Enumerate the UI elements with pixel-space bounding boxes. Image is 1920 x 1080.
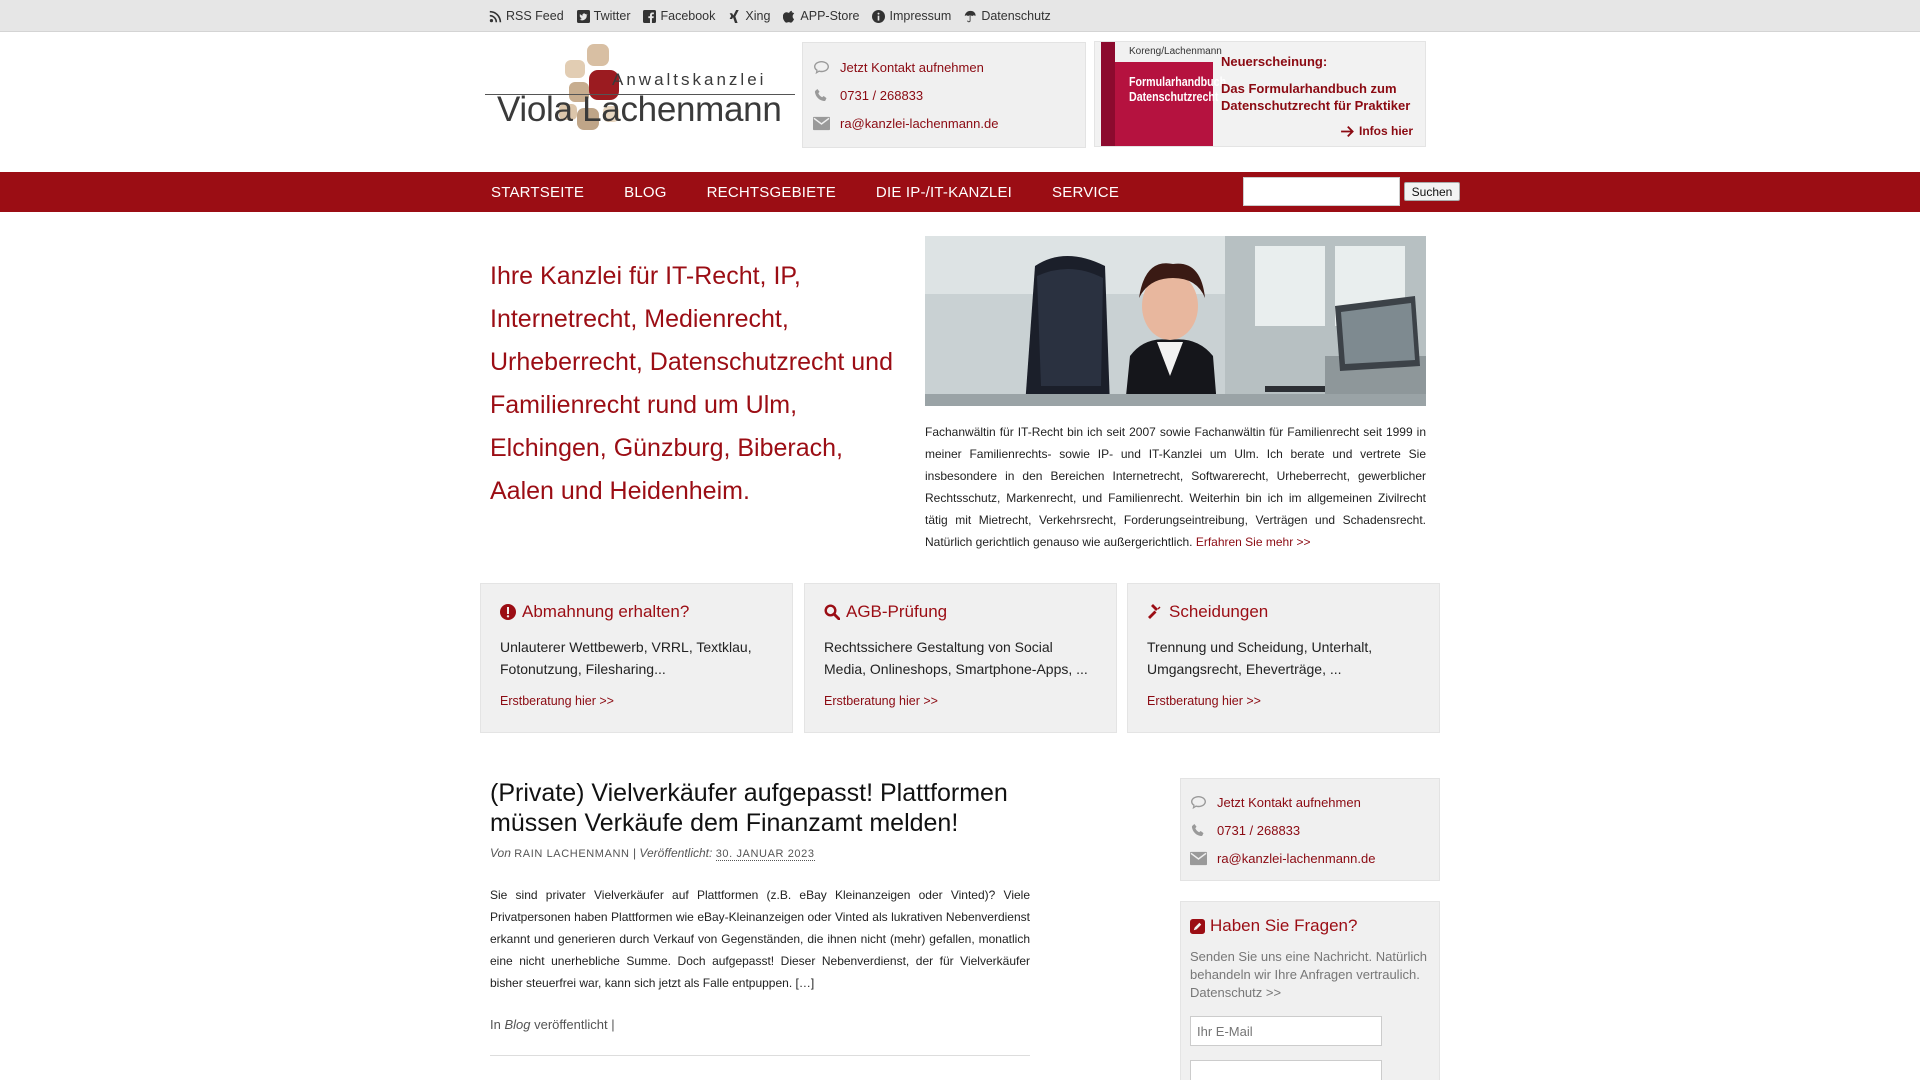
app-store-link[interactable] — [783, 9, 859, 23]
contact-now-link[interactable]: Jetzt Kontakt aufnehmen — [840, 59, 984, 75]
book-spine — [1101, 42, 1115, 147]
contact-email-link[interactable]: ra@kanzlei-lachenmann.de — [840, 115, 999, 131]
sidebar-contact-now-link[interactable]: Jetzt Kontakt aufnehmen — [1217, 794, 1361, 810]
book-authors: Koreng/Lachenmann — [1115, 42, 1213, 62]
datenschutz-label: Datenschutz — [981, 9, 1051, 23]
top-links — [489, 0, 1064, 32]
teaser-agb-pruefung — [804, 583, 1117, 733]
datenschutz-link[interactable] — [964, 9, 1050, 23]
hero-headline: Ihre Kanzlei für IT-Recht, IP, Internetrecht, Medienrecht, Urheberrecht, Datenschutzrecht und Familienrecht rund um Ulm, Elchingen, Günzburg, Biberach, Aalen und Heidenheim. — [490, 262, 893, 505]
app-store-label: APP-Store — [800, 9, 860, 23]
teaser-agb-link[interactable]: Erstberatung hier >> — [824, 694, 938, 708]
book-title — [1129, 74, 1226, 104]
facebook-link[interactable] — [643, 9, 715, 23]
apple-icon — [783, 10, 796, 23]
nav-items — [491, 172, 1159, 212]
teaser-scheidungen-text: Trennung und Scheidung, Unterhalt, Umgangsrecht, Eheverträge, ... — [1147, 639, 1373, 677]
xing-label: Xing — [745, 9, 771, 23]
nav-item-service[interactable]: SERVICE — [1052, 183, 1120, 201]
teaser-abmahnung-link[interactable]: Erstberatung hier >> — [500, 694, 614, 708]
teaser-agb-text: Rechtssichere Gestaltung von Social Media, Onlineshops, Smartphone-Apps, ... — [824, 639, 1088, 677]
rss-feed-link[interactable] — [489, 9, 564, 23]
article-byline — [490, 846, 815, 860]
arrow-right-icon — [1341, 126, 1354, 137]
teaser-agb-title: AGB-Prüfung — [846, 602, 948, 621]
book-cover-image — [1101, 42, 1227, 147]
twitter-icon — [577, 10, 590, 23]
xing-link[interactable] — [728, 9, 770, 23]
form-privacy-link[interactable]: Datenschutz >> — [1190, 985, 1282, 1000]
sidebar-contact-box — [1180, 778, 1440, 881]
sidebar-cta-row — [1190, 788, 1430, 816]
logo-title: Viola Lachenmann — [497, 90, 782, 129]
phone-icon — [1190, 823, 1207, 838]
teaser-scheidungen-title: Scheidungen — [1169, 602, 1269, 621]
article-author[interactable]: RAIN LACHENMANN — [514, 848, 630, 860]
teaser-scheidungen-heading — [1147, 602, 1420, 622]
sidebar-phone-row — [1190, 816, 1430, 844]
form-heading — [1190, 916, 1430, 936]
info-icon — [872, 10, 885, 23]
teaser-scheidungen-link[interactable]: Erstberatung hier >> — [1147, 694, 1261, 708]
office-photo-illustration — [925, 236, 1426, 406]
xing-icon — [728, 10, 741, 23]
edit-icon — [1190, 919, 1205, 934]
intro-text: Fachanwältin für IT-Recht bin ich seit 2007 sowie Fachanwältin für Familienrecht seit 1999 in meiner Familienrechts- sowie IP- und IT-Kanzlei um Ulm. Ich berate und vertrete Sie insbesondere in den Bereichen Internetrecht, Softwarerecht, Urheberrecht, gewerblicher Rechtsschutz, Markenrecht, und Familienrecht. Weiterhin bin ich im allgemeinen Zivilrecht tätig mit Mietrecht, Verkehrsrecht, Forderungseintreibung, Verträgen und Schadensrecht. Natürlich gerichtlich genauso wie außergerichtlich. — [925, 425, 1426, 549]
teaser-scheidungen — [1127, 583, 1440, 733]
article-excerpt: Sie sind privater Vielverkäufer auf Plattformen (z.B. eBay Kleinanzeigen oder Vinted)? Viele Privatpersonen haben Plattformen wie eBay-Kleinanzeigen oder Vinted als lukrativen Nebenverdienst erkannt und generieren durch Verkauf von Gegenständen, die ihnen nicht (mehr) gefallen, monatlich eine nicht unerhebliche Summe. Doch aufgepasst! Dieser Nebenverdienst, der für Vielverkäufer bisher steuerfrei war, kann sich jetzt als Falle entpuppen. […] — [490, 888, 1030, 990]
banner-kicker: Neuerscheinung: — [1221, 54, 1328, 69]
byline-published-label: Veröffentlicht: — [639, 846, 713, 860]
book-title-line-2: Datenschutzrecht — [1129, 89, 1219, 104]
top-bar — [0, 0, 1920, 32]
nav-item-rechtsgebiete[interactable]: RECHTSGEBIETE — [706, 183, 836, 201]
twitter-label: Twitter — [593, 9, 631, 23]
logo-subtitle: Anwaltskanzlei — [612, 70, 767, 89]
contact-phone-link[interactable]: 0731 / 268833 — [840, 87, 924, 103]
article-category-link[interactable]: Blog — [504, 1017, 531, 1032]
sidebar-phone-link[interactable]: 0731 / 268833 — [1217, 822, 1301, 838]
umbrella-icon — [964, 10, 977, 23]
envelope-icon — [1190, 851, 1207, 866]
speech-bubble-icon — [1190, 795, 1207, 810]
intro-paragraph — [925, 421, 1426, 553]
book-title-line-1: Formularhandbuch — [1129, 74, 1227, 89]
facebook-label: Facebook — [660, 9, 716, 23]
learn-more-link[interactable]: Erfahren Sie mehr >> — [1195, 535, 1311, 549]
speech-bubble-icon — [813, 60, 830, 75]
impressum-link[interactable] — [872, 9, 951, 23]
nav-item-ip-it-kanzlei[interactable]: DIE IP-/IT-KANZLEI — [875, 183, 1013, 201]
sidebar-email-row — [1190, 844, 1430, 872]
header-contact-box — [802, 42, 1086, 148]
article-meta — [490, 1017, 615, 1032]
contact-cta-row — [813, 53, 1075, 81]
teaser-abmahnung-heading — [500, 602, 773, 622]
banner-info-label: Infos hier — [1358, 124, 1413, 138]
banner-info-link[interactable] — [1341, 124, 1413, 138]
teaser-abmahnung — [480, 583, 793, 733]
exclamation-circle-icon — [500, 604, 516, 620]
envelope-icon — [813, 116, 830, 131]
nav-item-blog[interactable]: BLOG — [624, 183, 667, 201]
article-divider — [490, 1055, 1030, 1056]
sidebar-question-form — [1180, 901, 1440, 1080]
teaser-abmahnung-text: Unlauterer Wettbewerb, VRRL, Textklau, Fotonutzung, Filesharing... — [500, 639, 752, 677]
meta-in: In — [490, 1017, 501, 1032]
form-description — [1190, 948, 1430, 1002]
rss-icon — [489, 10, 502, 23]
sidebar-email-link[interactable]: ra@kanzlei-lachenmann.de — [1217, 850, 1376, 866]
impressum-label: Impressum — [889, 9, 952, 23]
twitter-link[interactable] — [577, 9, 631, 23]
nav-item-startseite[interactable]: STARTSEITE — [491, 183, 585, 201]
search-input[interactable] — [1243, 177, 1400, 206]
book-banner[interactable] — [1094, 41, 1426, 147]
main-navigation — [0, 172, 1920, 212]
byline-by: Von — [490, 846, 511, 860]
facebook-icon — [643, 10, 656, 23]
form-email-input[interactable] — [1190, 1016, 1382, 1046]
site-logo[interactable] — [485, 42, 795, 142]
phone-icon — [813, 88, 830, 103]
contact-phone-row — [813, 81, 1075, 109]
gavel-icon — [1147, 604, 1163, 620]
byline-separator: | — [632, 846, 637, 860]
form-title: Haben Sie Fragen? — [1210, 916, 1358, 935]
form-second-input[interactable] — [1190, 1060, 1382, 1080]
banner-headline: Das Formularhandbuch zum Datenschutzrecht für Praktiker — [1221, 81, 1411, 113]
article-title[interactable]: (Private) Vielverkäufer aufgepasst! Plattformen müssen Verkäufe dem Finanzamt melden! — [490, 779, 1008, 837]
contact-email-row — [813, 109, 1075, 137]
form-text: Senden Sie uns eine Nachricht. Natürlich behandeln wir Ihre Anfragen vertraulich. — [1190, 949, 1428, 982]
search-icon — [824, 604, 840, 620]
article-date: 30. JANUAR 2023 — [715, 848, 815, 860]
teaser-agb-heading — [824, 602, 1097, 622]
meta-rest: veröffentlicht | — [534, 1017, 615, 1032]
lawyer-office-photo — [925, 236, 1426, 406]
search-button[interactable]: Suchen — [1404, 182, 1460, 201]
rss-feed-label: RSS Feed — [506, 9, 564, 23]
teaser-abmahnung-title: Abmahnung erhalten? — [522, 602, 690, 621]
